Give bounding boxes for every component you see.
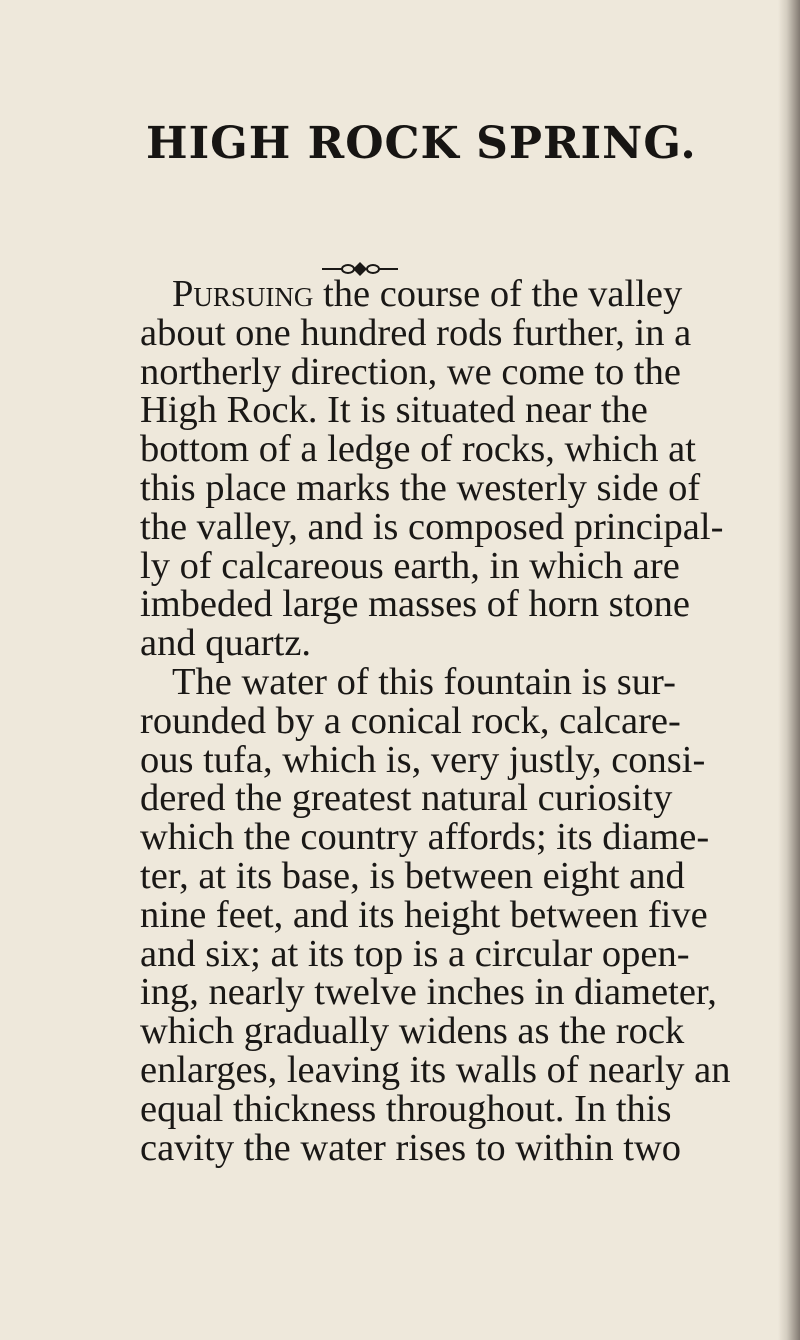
text-line: nine feet, and its height between five — [140, 893, 708, 936]
text-line: rounded by a conical rock, calcare- — [140, 699, 681, 742]
text-line: ter, at its base, is between eight and — [140, 854, 685, 897]
body-text — [140, 275, 780, 1167]
text-line: ly of calcareous earth, in which are — [140, 544, 680, 587]
text-line: cavity the water rises to within two — [140, 1126, 682, 1169]
text-line: which the country affords; its diame- — [140, 816, 710, 859]
text-line: and six; at its top is a circular open- — [140, 932, 690, 975]
text-line: ing, nearly twelve inches in diameter, — [140, 971, 717, 1014]
text-line: High Rock. It is situated near the — [140, 389, 648, 432]
text-line: equal thickness throughout. In this — [140, 1087, 672, 1130]
text-line: Pursuing the course of the valley — [172, 273, 683, 315]
text-line: this place marks the westerly side of — [140, 466, 701, 509]
text-line: ous tufa, which is, very justly, consi- — [140, 738, 706, 781]
text-line: enlarges, leaving its walls of nearly an — [140, 1048, 731, 1091]
text-line: imbeded large masses of horn stone — [140, 583, 690, 626]
page-title: HIGH ROCK SPRING. — [146, 118, 697, 169]
text-line: which gradually widens as the rock — [140, 1010, 685, 1053]
text-line: the valley, and is composed principal- — [140, 505, 724, 548]
text-line: bottom of a ledge of rocks, which at — [140, 428, 696, 471]
text-line: northerly direction, we come to the — [140, 350, 681, 393]
text-line: about one hundred rods further, in a — [140, 311, 692, 354]
page-edge-shadow — [778, 0, 800, 1340]
text-line: dered the greatest natural curiosity — [140, 777, 673, 820]
first-word: Pursuing — [172, 273, 314, 315]
text-line: and quartz. — [140, 622, 312, 665]
text-line: The water of this fountain is sur- — [172, 660, 676, 703]
